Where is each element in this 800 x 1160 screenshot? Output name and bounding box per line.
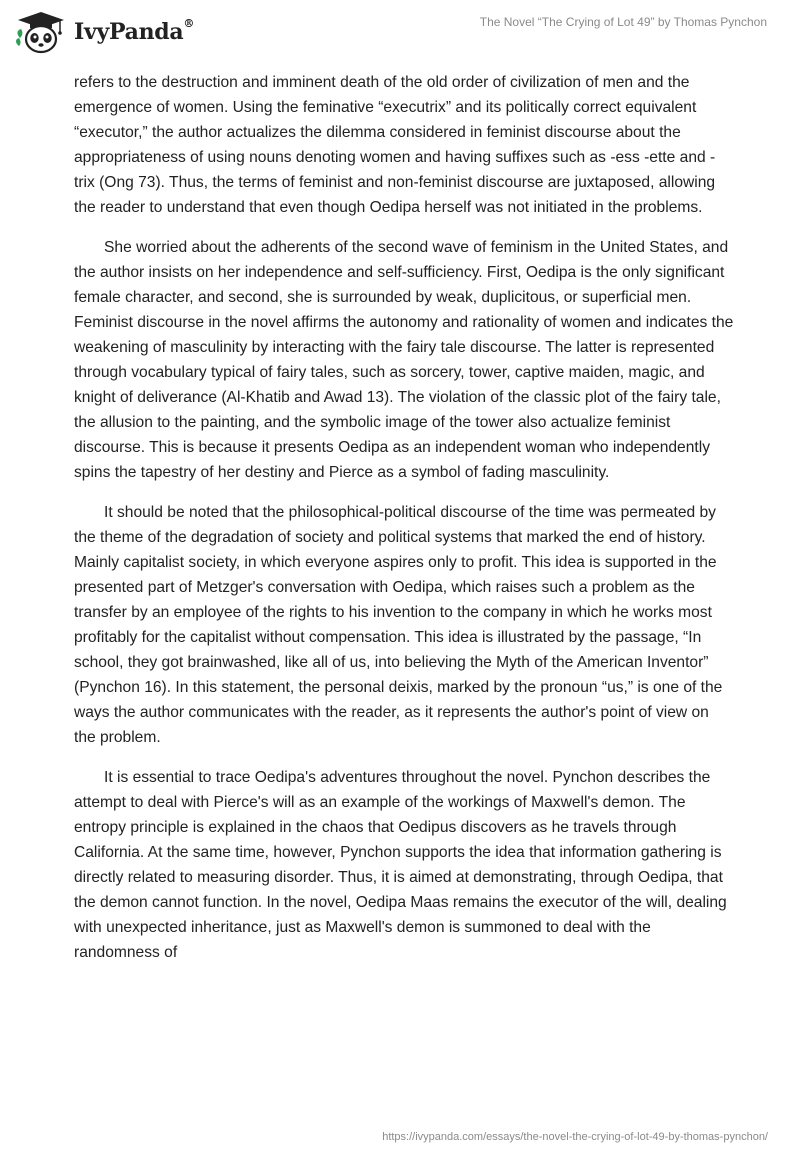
paragraph: refers to the destruction and imminent death of the old order of civilization of men and the emergence of women. Using the feminative “executrix” and its politically correct equivalent “executor,” the author actualizes the dilemma considered in feminist discourse about the appropriateness of using nouns denoting women and having suffixes such as -ess -ette and -trix (Ong 73). Thus, the terms of feminist and non-feminist discourse are juxtaposed, allowing the reader to understand that even though Oedipa herself was not initiated in the problems. <box>74 74 716 216</box>
document-title: The Novel “The Crying of Lot 49” by Thomas Pynchon <box>479 15 767 29</box>
paragraph: It should be noted that the philosophical-political discourse of the time was permeated by the theme of the degradation of society and political systems that marked the end of history. Mainly capitalist society, in which everyone aspires only to profit. This idea is supported in the presented part of Metzger's conversation with Oedipa, which raises such a problem as the transfer by an employee of the rights to his invention to the company in which he works most profitably for the capitalist without compensation. This idea is illustrated by the passage, “In school, they got brainwashed, like all of us, into believing the Myth of the American Inventor” (Pynchon 16). In this statement, the personal deixis, marked by the pronoun “us,” is one of the ways the author communicates with the reader, as it represents the author's point of view on the problem. <box>74 504 723 746</box>
registered-mark: ® <box>183 17 195 30</box>
essay-body <box>74 70 734 980</box>
paragraph: She worried about the adherents of the second wave of feminism in the United States, and the author insists on her independence and self-sufficiency. First, Oedipa is the only significant female character, and second, she is surrounded by weak, duplicitous, or superficial men. Feminist discourse in the novel affirms the autonomy and rationality of women and indicates the weakening of masculinity by interacting with the fairy tale discourse. The latter is represented through vocabulary typical of fairy tales, such as sorcery, tower, captive maiden, magic, and knight of deliverance (Al-Khatib and Awad 13). The violation of the classic plot of the fairy tale, the allusion to the painting, and the symbolic image of the tower also actualize feminist discourse. This is because it presents Oedipa as an independent woman who independently spins the tapestry of her destiny and Pierce as a symbol of fading masculinity. <box>74 239 734 481</box>
panda-graduate-icon <box>14 10 68 54</box>
paragraph: It is essential to trace Oedipa's adventures throughout the novel. Pynchon describes the attempt to deal with Pierce's will as an example of the workings of Maxwell's demon. The entropy principle is explained in the chaos that Oedipus discovers as he travels through California. At the same time, however, Pynchon supports the idea that information gathering is directly related to measuring disorder. Thus, it is aimed at demonstrating, through Oedipa, that the demon cannot function. In the novel, Oedipa Maas remains the executor of the will, dealing with unexpected inheritance, just as Maxwell's demon is summoned to deal with the randomness of <box>74 769 727 961</box>
page-header <box>0 0 800 60</box>
brand-logo[interactable] <box>14 10 194 54</box>
brand-name: IvyPanda® <box>74 17 195 45</box>
source-url[interactable]: https://ivypanda.com/essays/the-novel-the-crying-of-lot-49-by-thomas-pynchon/ <box>382 1131 768 1143</box>
